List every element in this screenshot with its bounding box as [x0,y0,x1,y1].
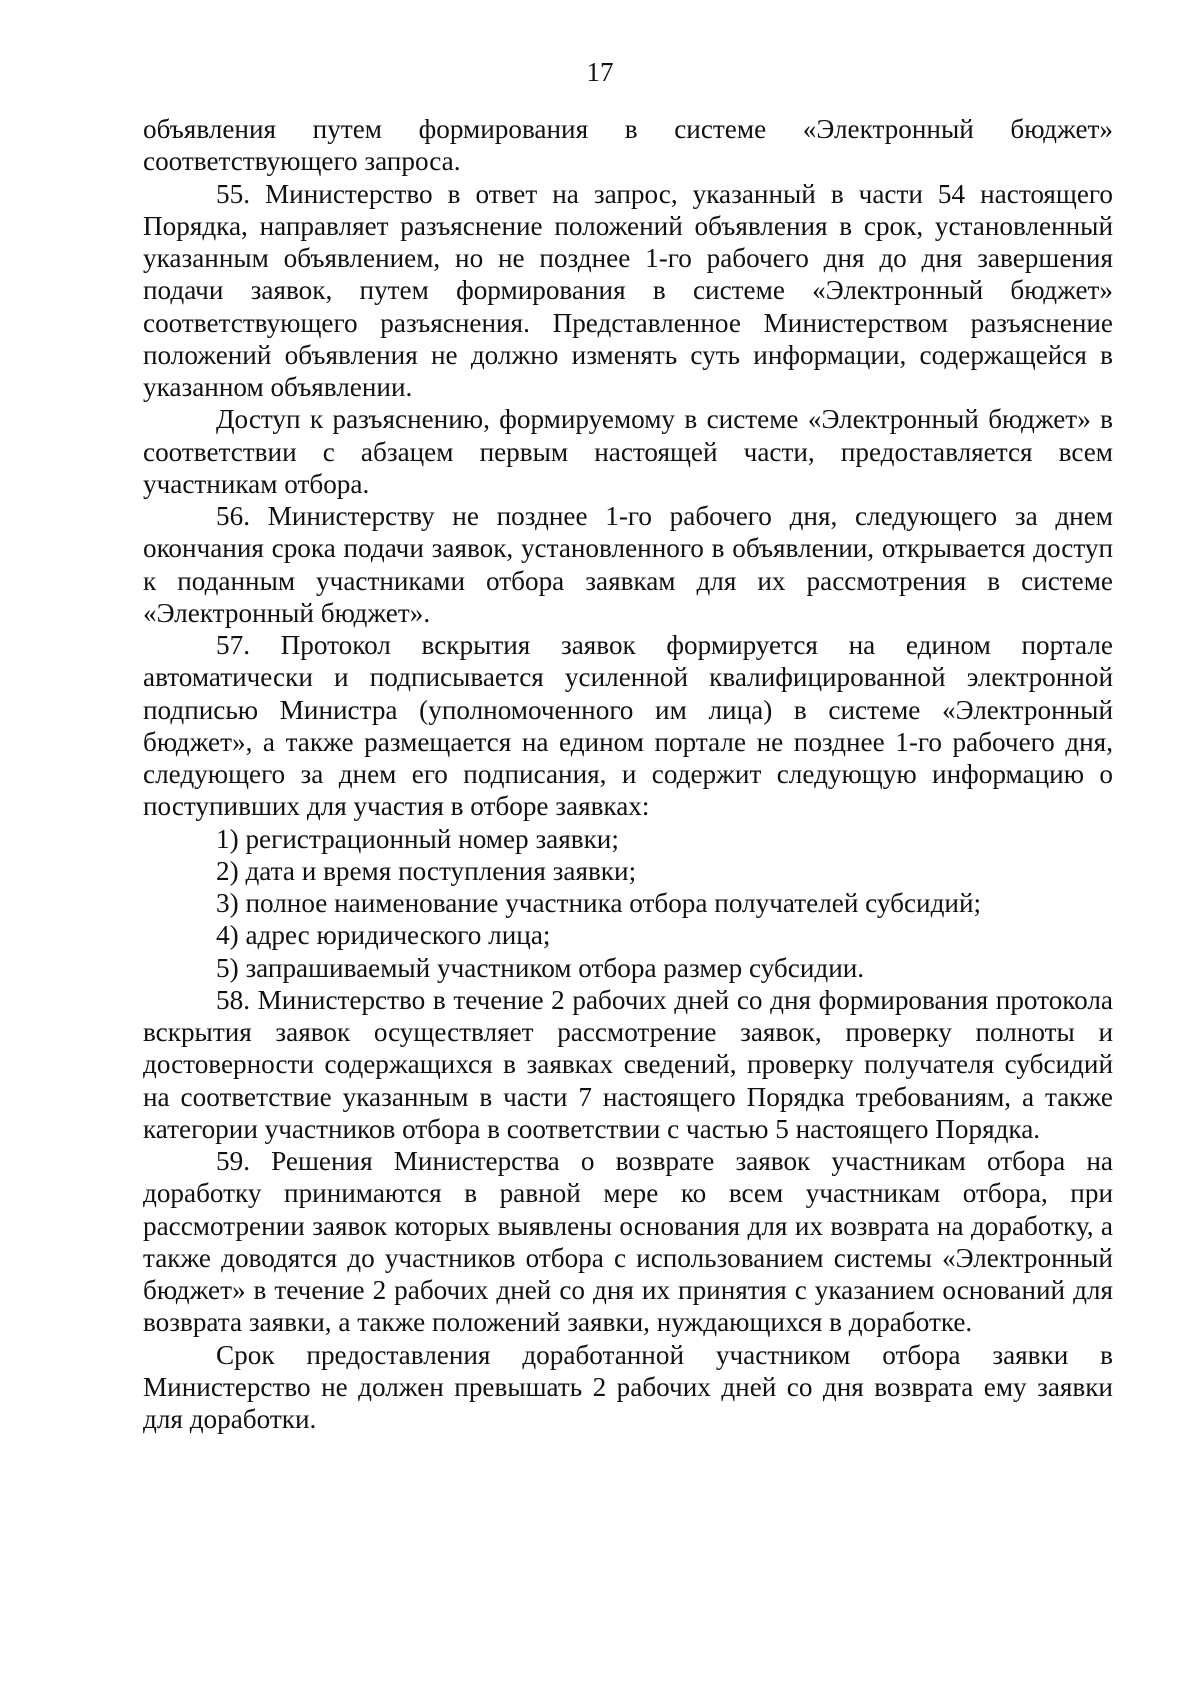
paragraph-59: 59. Решения Министерства о возврате заявок участникам отбора на доработку принимаются в равной мере ко всем участникам отбора, при рассмотрении заявок которых выявлены основания для их возврата на доработку, а также доводятся до участников отбора с использованием системы «Электронный бюджет» в течение 2 рабочих дней со дня их принятия с указанием оснований для возврата заявки, а также положений заявки, нуждающихся в доработке. [143,1146,1113,1338]
list-item: 4) адрес юридического лица; [216,920,551,951]
list-item: 1) регистрационный номер заявки; [216,823,619,854]
paragraph-56: 56. Министерству не позднее 1-го рабочего дня, следующего за днем окончания срока подачи заявок, установленного в объявлении, открывается доступ к поданным участниками отбора заявкам для их рассмотрения в системе «Электронный бюджет». [143,501,1113,628]
list-item: 5) запрашиваемый участником отбора размер субсидии. [216,952,865,983]
paragraph-59-deadline: Срок предоставления доработанной участником отбора заявки в Министерство не должен превышать 2 рабочих дней со дня возврата ему заявки для доработки. [143,1339,1113,1434]
protocol-info-list [143,823,1113,984]
paragraph-continuation: объявления путем формирования в системе «Электронный бюджет» соответствующего запроса. [143,114,1113,177]
document-body [143,113,1113,1435]
list-item: 3) полное наименование участника отбора получателей субсидий; [216,888,982,918]
paragraph-58: 58. Министерство в течение 2 рабочих дней со дня формирования протокола вскрытия заявок осуществляет рассмотрение заявок, проверку полноты и достоверности содержащихся в заявках сведений, проверку получателя субсидий на соответствие указанным в части 7 настоящего Порядка требованиям, а также категории участников отбора в соответствии с частью 5 настоящего Порядка. [143,984,1113,1144]
paragraph-55: 55. Министерство в ответ на запрос, указанный в части 54 настоящего Порядка, направляет разъяснение положений объявления в срок, установленный указанным объявлением, но не позднее 1-го рабочего дня до дня завершения подачи заявок, путем формирования в системе «Электронный бюджет» соответствующего разъяснения. Представленное Министерством разъяснение положений объявления не должно изменять суть информации, содержащейся в указанном объявлении. [143,178,1113,402]
list-item: 2) дата и время поступления заявки; [216,855,637,886]
page-number: 17 [586,57,614,87]
paragraph-55-access: Доступ к разъяснению, формируемому в системе «Электронный бюджет» в соответствии с абзацем первым настоящей части, предоставляется всем участникам отбора. [143,404,1113,499]
paragraph-57: 57. Протокол вскрытия заявок формируется на едином портале автоматически и подписывается усиленной квалифицированной электронной подписью Министра (уполномоченного им лица) в системе «Электронный бюджет», а также размещается на едином портале не позднее 1-го рабочего дня, следующего за днем его подписания, и содержит следующую информацию о поступивших для участия в отборе заявках: [143,630,1113,822]
